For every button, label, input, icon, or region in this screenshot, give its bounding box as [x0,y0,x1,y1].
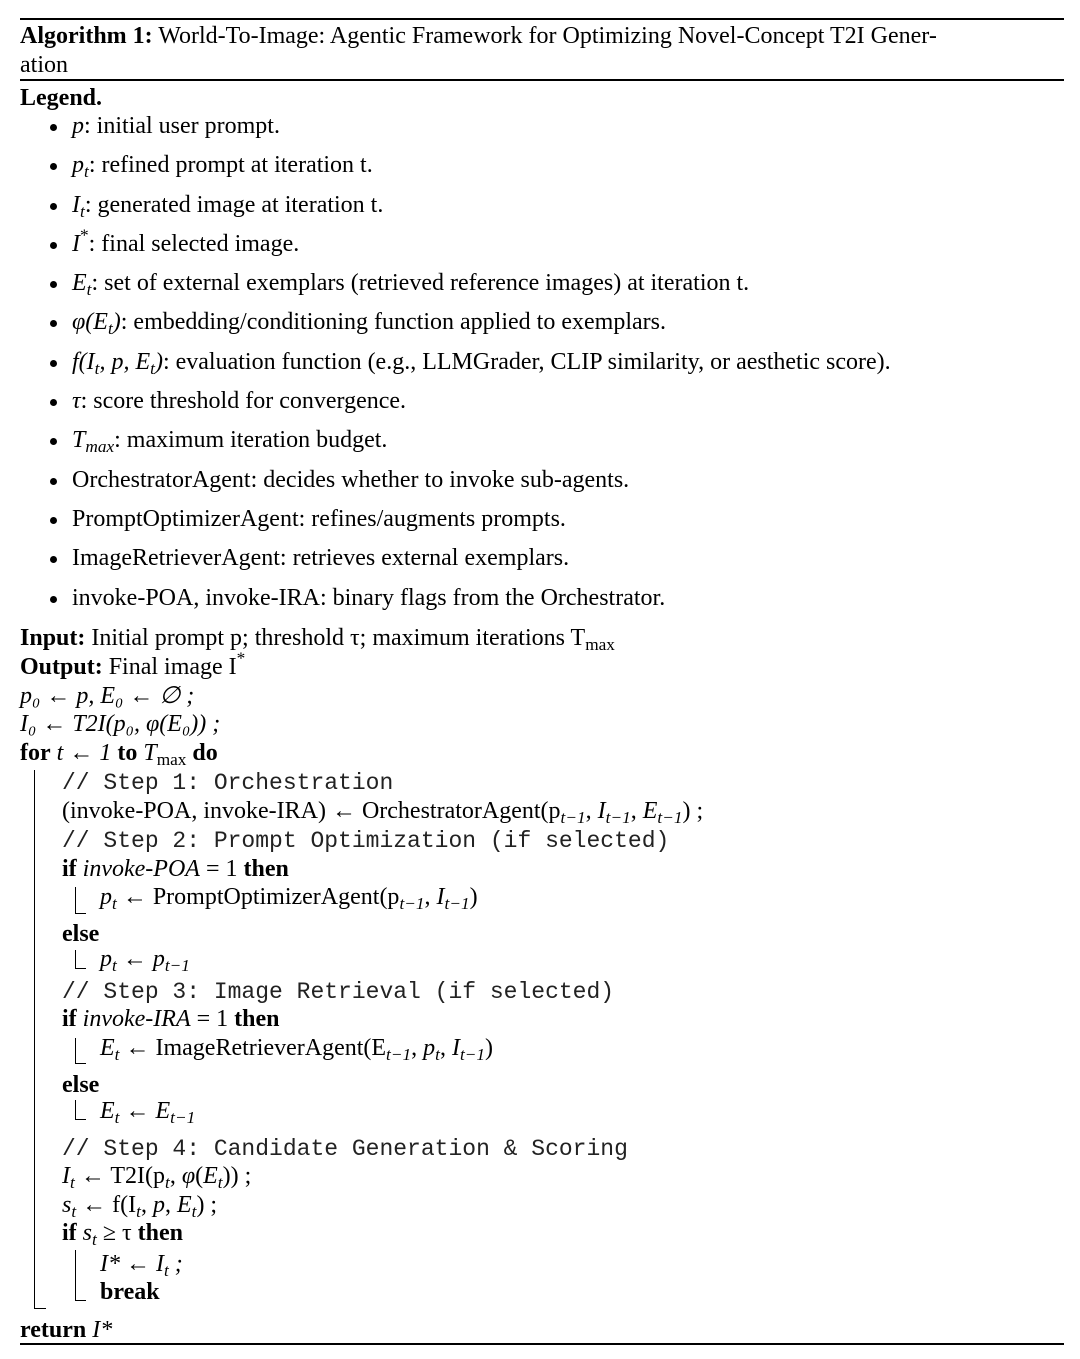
legend-item-part: I [72,230,80,257]
output-label: Output: [20,654,103,680]
legend-item-part: T [72,427,86,454]
input-sub: max [585,635,615,655]
orchestrator-line: (invoke-POA, invoke-IRA) ← $OrchestratorAgent(p_{t-1}$, $I_{t-1}$, $E_{t-1}$) ; [62,798,704,828]
input-text: Initial prompt p; threshold τ; maximum iterations T [91,625,586,651]
algorithm-block [20,0,1064,1359]
return-keyword: return [20,1317,87,1343]
poa-target: p [100,884,112,910]
legend-heading: Legend. [20,85,103,111]
legend-item-part: OrchestratorAgent: decides whether to invoke sub-agents. [72,466,630,493]
for-bound-sub: max [156,750,187,770]
break-bar [75,1250,76,1300]
legend-item-part: : set of external exemplars (retrieved reference images) at iteration t. [91,270,750,297]
legend-item-part: : evaluation function (e.g., LLMGrader, CLIP similarity, or aesthetic score). [162,348,891,375]
legend-item-part: : score threshold for convergence. [80,388,407,415]
legend-item-part: : refined prompt at iteration t. [88,152,373,179]
legend-item-part: I [72,191,80,218]
legend-item [50,544,1060,583]
legend-list [50,112,1060,623]
legend-item-part: PromptOptimizerAgent: refines/augments prompts. [72,505,566,532]
t2i-call: ← T2I(p [74,1163,166,1189]
ira-foot [75,1063,86,1064]
else2-bar [75,1100,76,1119]
break-foot [75,1300,86,1301]
poa-bar [75,887,76,913]
bottom-rule [20,1343,1064,1345]
select-assign: I* ← I [100,1251,164,1277]
legend-item-part: : maximum iteration budget. [114,427,388,454]
for-keyword: for [20,740,51,766]
for-range-start: t ← 1 [56,740,112,766]
poa-assign-line: $p_t$ ← $PromptOptimizerAgent(p_{t-1}$, $I_{t-1}$) [100,884,478,914]
algorithm-title-cont: ation [20,52,68,78]
algorithm-title [20,22,1064,80]
if-ira-line [62,1004,280,1034]
legend-item [50,505,1060,544]
else2-foot [75,1119,86,1120]
legend-item-part: ImageRetrieverAgent: retrieves external exemplars. [72,545,570,572]
else-line-1: else [62,921,100,947]
for-body-bar [34,770,35,1308]
legend-item-part: E [72,270,87,297]
to-keyword: to [117,740,138,766]
legend-item-part: t [86,280,92,300]
legend-item [50,308,1060,347]
legend-item-part: φ(E [72,309,108,336]
comment-step-2: // Step 2: Prompt Optimization (if selected) [62,828,670,854]
for-body-foot [34,1308,46,1309]
output-line [20,648,246,681]
legend-item [50,584,1060,623]
legend-item [50,151,1060,190]
legend-item-part: ) [154,348,163,375]
ira-condition: invoke-IRA [82,1006,191,1032]
legend-item [50,466,1060,505]
else1-bar [75,950,76,968]
algorithm-label: Algorithm 1: [20,23,153,49]
if-keyword-2: if [62,1006,77,1032]
if-poa-line [62,854,289,884]
if-keyword: if [62,856,77,882]
return-value: I* [92,1317,113,1343]
legend-item-part: max [85,437,115,457]
ira-call: ← ImageRetrieverAgent(E [119,1035,387,1061]
poa-foot [75,913,86,914]
legend-item-part: : generated image at iteration t. [84,191,384,218]
legend-item-part: invoke-POA, invoke-IRA: binary flags from the Orchestrator. [72,584,666,611]
select-line: I* ← $I_t$ ; [100,1251,183,1281]
break-line: break [100,1279,160,1305]
orchestrator-call: (invoke-POA, invoke-IRA) ← OrchestratorAgent(p [62,798,561,824]
legend-item-part: : embedding/conditioning function applied to exemplars. [120,309,666,336]
score-call: ← f(I [76,1192,137,1218]
input-line [20,624,615,655]
equals-one: = 1 [199,856,244,882]
legend-item [50,387,1060,426]
e-else-line: $E_t$ ← $E_{t-1}$ [100,1098,196,1128]
legend-item-part: * [80,225,89,245]
threshold-compare: ≥ τ [96,1220,138,1246]
else-line-2: else [62,1072,100,1098]
comment-step-4: // Step 4: Candidate Generation & Scoring [62,1136,628,1162]
legend-item-part: ) [112,309,121,336]
legend-item [50,191,1060,230]
else1-foot [75,968,86,969]
p-else-line: $p_t$ ← $p_{t-1}$ [100,946,190,976]
output-sup: * [236,648,246,668]
algorithm-title-text: World-To-Image: Agentic Framework for Optimizing Novel-Concept T2I Gener- [158,23,937,49]
if-keyword-3: if [62,1220,77,1246]
ira-assign-line: $E_t$ ← $ImageRetrieverAgent(E_{t-1}$, $p_t$, $I_{t-1}$) [100,1035,494,1065]
for-bound: T [143,740,157,766]
then-keyword-3: then [137,1220,183,1246]
score-line: $s_t$ ← $f(I_t$, p, $E_t$) ; [62,1192,218,1222]
then-keyword-2: then [234,1006,280,1032]
do-keyword: do [192,740,218,766]
legend-item-part: t [107,319,113,339]
return-line [20,1315,112,1345]
ira-bar [75,1038,76,1063]
title-rule [20,79,1064,81]
if-threshold-line: if $s_t \ge \tau$ then [62,1220,183,1250]
p-else-target: p [100,946,112,972]
legend-item-part: p [72,113,84,139]
legend-item-part: : initial user prompt. [84,113,280,139]
legend-item-part: t [84,162,89,182]
poa-call: ← PromptOptimizerAgent(p [116,884,400,910]
legend-item-part: t [150,358,155,378]
comment-step-1: // Step 1: Orchestration [62,770,394,796]
generate-line: $I_t$ ← $T2I(p_t$, $\varphi(E_t)$) ; [62,1163,252,1193]
for-line [20,738,218,768]
output-text: Final image I [108,654,237,680]
legend-item [50,225,1060,269]
input-label: Input: [20,625,86,651]
legend-item-part: f(I [72,348,95,375]
equals-one-2: = 1 [190,1006,235,1032]
legend-item [50,348,1060,387]
legend-item [50,112,1060,151]
legend-item-part: : final selected image. [88,230,300,257]
poa-condition: invoke-POA [82,856,200,882]
legend-item [50,269,1060,308]
legend-item-part: t [94,358,100,378]
legend-item-part: p [72,152,84,179]
legend-item-part: , p, E [99,348,151,375]
then-keyword: then [243,856,289,882]
init-line-2: I₀ ← T2I(p₀, φ(E₀)) ; [20,711,221,737]
legend-item-part: τ [72,388,81,415]
init-line-1: p₀ ← p, E₀ ← ∅ ; [20,683,195,709]
top-rule [20,18,1064,20]
legend-item [50,426,1060,465]
comment-step-3: // Step 3: Image Retrieval (if selected) [62,979,615,1005]
legend-item-part: t [80,201,85,221]
